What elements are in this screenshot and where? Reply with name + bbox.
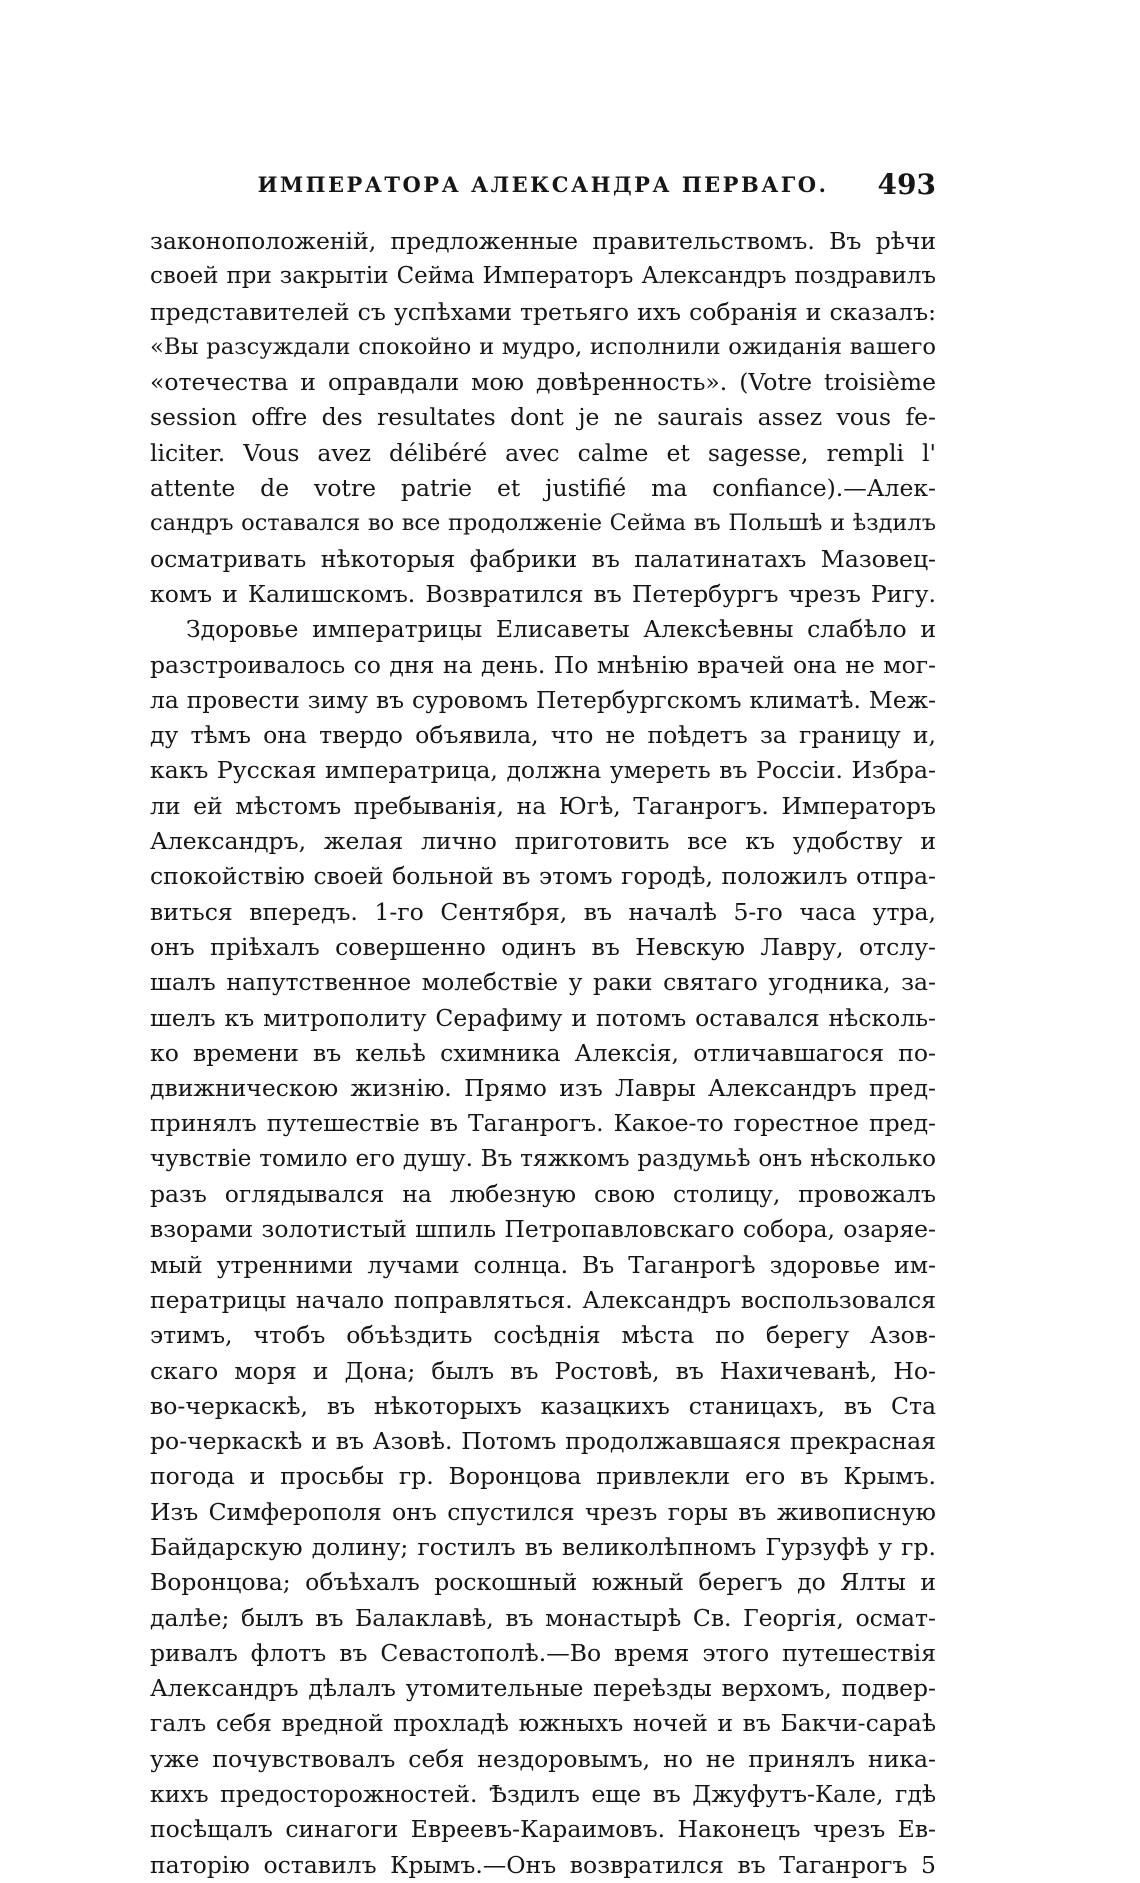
text-line: какъ Русская императрица, должна умереть въ Россіи. Избра- bbox=[150, 756, 936, 785]
text-line: комъ и Калишскомъ. Возвратился въ Петербургъ чрезъ Ригу. bbox=[150, 579, 936, 608]
text-line: разъ оглядывался на любезную свою столицу, провожалъ bbox=[150, 1180, 936, 1209]
text-line: взорами золотистый шпиль Петропавловскаго собора, озаряе- bbox=[150, 1215, 936, 1244]
text-line: паторію оставилъ Крымъ.—Онъ возвратился въ Таганрогъ 5 bbox=[150, 1850, 936, 1879]
text-line: виться впередъ. 1-го Сентября, въ началѣ 5-го часа утра, bbox=[150, 897, 936, 926]
text-line: liciter. Vous avez délibéré avec calme et sagesse, rempli l' bbox=[150, 438, 936, 467]
text-line: уже почувствовалъ себя нездоровымъ, но не принялъ ника- bbox=[150, 1744, 936, 1773]
text-line: далѣе; былъ въ Балаклавѣ, въ монастырѣ Св. Георгія, осмат- bbox=[150, 1603, 936, 1632]
text-line: посѣщалъ синагоги Евреевъ-Караимовъ. Наконецъ чрезъ Ев- bbox=[150, 1815, 936, 1844]
text-line: session offre des resultates dont je ne saurais assez vous fe- bbox=[150, 403, 936, 432]
text-line: скаго моря и Дона; былъ въ Ростовѣ, въ Нахичеванѣ, Но- bbox=[150, 1356, 936, 1385]
page-number: 493 bbox=[877, 168, 936, 201]
text-line: «Вы разсуждали спокойно и мудро, исполнили ожиданія вашего bbox=[150, 333, 936, 360]
text-line: движническою жизнію. Прямо изъ Лавры Александръ пред- bbox=[150, 1074, 936, 1103]
text-line: «отечества и оправдали мою довѣренность». (Votre troisième bbox=[150, 368, 936, 397]
text-line: ко времени въ кельѣ схимника Алексія, отличавшагося по- bbox=[150, 1038, 936, 1067]
text-line: мый утренними лучами солнца. Въ Таганрогѣ здоровье им- bbox=[150, 1250, 936, 1279]
text-line: этимъ, чтобъ объѣздить сосѣднія мѣста по берегу Азов- bbox=[150, 1321, 936, 1350]
text-line: чувствіе томило его душу. Въ тяжкомъ раздумьѣ онъ нѣсколько bbox=[150, 1145, 936, 1172]
text-line: галъ себя вредной прохладѣ южныхъ ночей и въ Бакчи-сараѣ bbox=[150, 1709, 936, 1738]
text-line: спокойствію своей больной въ этомъ городѣ, положилъ отпра- bbox=[150, 862, 936, 891]
text-line: законоположеній, предложенные правительствомъ. Въ рѣчи bbox=[150, 227, 936, 255]
text-line: attente de votre patrie et justifié ma confiance).—Алек- bbox=[150, 474, 936, 503]
text-line: осматривать нѣкоторыя фабрики въ палатинатахъ Мазовец- bbox=[150, 544, 936, 573]
text-line: Изъ Симферополя онъ спустился чрезъ горы въ живописную bbox=[150, 1497, 936, 1526]
text-line: Воронцова; объѣхалъ роскошный южный берегъ до Ялты и bbox=[150, 1568, 936, 1597]
text-line: разстроивалось со дня на день. По мнѣнію врачей она не мог- bbox=[150, 650, 936, 679]
text-line: сандръ оставался во все продолженіе Сейма въ Польшѣ и ѣздилъ bbox=[150, 510, 936, 537]
text-line: во-черкаскѣ, въ нѣкоторыхъ казацкихъ станицахъ, въ Ста bbox=[150, 1391, 936, 1420]
text-line: кихъ предосторожностей. Ѣздилъ еще въ Джуфутъ-Кале, гдѣ bbox=[150, 1780, 936, 1809]
text-line: ли ей мѣстомъ пребыванія, на Югѣ, Таганрогъ. Императоръ bbox=[150, 791, 936, 820]
paragraph-first-line: Здоровье императрицы Елисаветы Алексѣевны слабѣло и bbox=[186, 615, 936, 644]
text-line: ривалъ флотъ въ Севастополѣ.—Во время этого путешествія bbox=[150, 1638, 936, 1667]
text-line: ро-черкаскѣ и въ Азовѣ. Потомъ продолжавшаяся прекрасная bbox=[150, 1427, 936, 1456]
text-line: ператрицы начало поправляться. Александръ воспользовался bbox=[150, 1285, 936, 1314]
text-line: шелъ къ митрополиту Серафиму и потомъ оставался нѣсколь- bbox=[150, 1003, 936, 1032]
running-head: ИМПЕРАТОРА АЛЕКСАНДРА ПЕРВАГО. bbox=[257, 172, 829, 197]
text-line: принялъ путешествіе въ Таганрогъ. Какое-то горестное пред- bbox=[150, 1109, 936, 1138]
page-header bbox=[150, 170, 936, 204]
text-line: Александръ дѣлалъ утомительные переѣзды верхомъ, подвер- bbox=[150, 1674, 936, 1703]
text-line: ла провести зиму въ суровомъ Петербургскомъ климатѣ. Меж- bbox=[150, 685, 936, 714]
body-text bbox=[150, 224, 936, 1883]
text-line: Александръ, желая лично приготовить все къ удобству и bbox=[150, 827, 936, 856]
text-line: погода и просьбы гр. Воронцова привлекли его въ Крымъ. bbox=[150, 1462, 936, 1491]
text-line: шалъ напутственное молебствіе у раки святаго угодника, за- bbox=[150, 968, 936, 997]
text-line: Байдарскую долину; гостилъ въ великолѣпномъ Гурзуфѣ у гр. bbox=[150, 1532, 936, 1561]
text-line: ду тѣмъ она твердо объявила, что не поѣдетъ за границу и, bbox=[150, 721, 936, 750]
text-line: представителей съ успѣхами третьяго ихъ собранія и сказалъ: bbox=[150, 297, 936, 326]
text-line: своей при закрытіи Сейма Императоръ Александръ поздравилъ bbox=[150, 263, 936, 290]
text-line: онъ пріѣхалъ совершенно одинъ въ Невскую Лавру, отслу- bbox=[150, 932, 936, 961]
